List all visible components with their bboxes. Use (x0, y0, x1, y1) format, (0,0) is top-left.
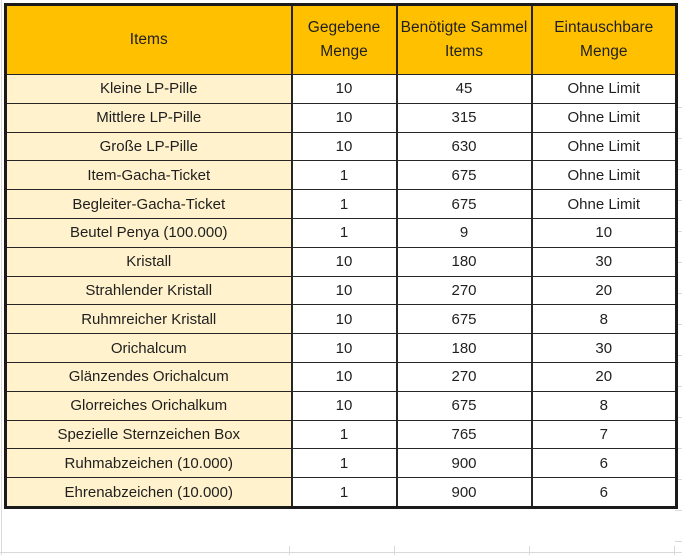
value-cell: 9 (397, 218, 532, 247)
value-cell: 675 (397, 391, 532, 420)
value-cell: 10 (292, 103, 397, 132)
value-cell: 675 (397, 305, 532, 334)
value-cell: Ohne Limit (532, 190, 677, 219)
value-cell: 630 (397, 132, 532, 161)
table-row (6, 161, 677, 190)
gridline-stub (674, 546, 675, 555)
item-name-cell: Item-Gacha-Ticket (6, 161, 292, 190)
table-row (6, 75, 677, 104)
table-row (6, 449, 677, 478)
table-row (6, 190, 677, 219)
value-cell: 270 (397, 276, 532, 305)
gridline-stub (529, 546, 530, 555)
item-name-cell: Ruhmabzeichen (10.000) (6, 449, 292, 478)
item-name-cell: Beutel Penya (100.000) (6, 218, 292, 247)
item-name-cell: Kristall (6, 247, 292, 276)
gridline-stub (0, 552, 682, 553)
item-name-cell: Orichalcum (6, 334, 292, 363)
value-cell: 10 (292, 247, 397, 276)
item-name-cell: Ehrenabzeichen (10.000) (6, 478, 292, 508)
value-cell: 10 (292, 276, 397, 305)
item-name-cell: Glorreiches Orichalkum (6, 391, 292, 420)
table-row (6, 362, 677, 391)
table-row (6, 478, 677, 508)
value-cell: 10 (292, 391, 397, 420)
gridline-stub (289, 546, 290, 555)
table-row (6, 420, 677, 449)
table-row (6, 334, 677, 363)
value-cell: 6 (532, 478, 677, 508)
header-row (6, 5, 677, 75)
column-header-needed-collect-items: Benötigte Sammel Items (397, 5, 532, 75)
value-cell: Ohne Limit (532, 103, 677, 132)
table-row (6, 391, 677, 420)
value-cell: 1 (292, 449, 397, 478)
table-row (6, 218, 677, 247)
table-row (6, 276, 677, 305)
value-cell: 270 (397, 362, 532, 391)
value-cell: 20 (532, 362, 677, 391)
item-name-cell: Große LP-Pille (6, 132, 292, 161)
value-cell: 8 (532, 305, 677, 334)
item-name-cell: Begleiter-Gacha-Ticket (6, 190, 292, 219)
value-cell: 10 (292, 334, 397, 363)
gridline-stub (1, 0, 2, 555)
column-header-items: Items (6, 5, 292, 75)
item-name-cell: Kleine LP-Pille (6, 75, 292, 104)
value-cell: 10 (532, 218, 677, 247)
table-row (6, 132, 677, 161)
value-cell: 20 (532, 276, 677, 305)
value-cell: 7 (532, 420, 677, 449)
value-cell: Ohne Limit (532, 161, 677, 190)
value-cell: 180 (397, 247, 532, 276)
value-cell: 315 (397, 103, 532, 132)
table-body (6, 75, 677, 508)
value-cell: 675 (397, 161, 532, 190)
value-cell: 45 (397, 75, 532, 104)
value-cell: Ohne Limit (532, 75, 677, 104)
value-cell: 10 (292, 305, 397, 334)
value-cell: 30 (532, 247, 677, 276)
table-header (6, 5, 677, 75)
value-cell: 1 (292, 190, 397, 219)
gridline-stub (394, 546, 395, 555)
value-cell: 30 (532, 334, 677, 363)
item-exchange-table (4, 3, 678, 509)
column-header-given-amount: Gegebene Menge (292, 5, 397, 75)
value-cell: 10 (292, 75, 397, 104)
value-cell: 180 (397, 334, 532, 363)
item-name-cell: Glänzendes Orichalcum (6, 362, 292, 391)
value-cell: 900 (397, 478, 532, 508)
value-cell: 1 (292, 478, 397, 508)
item-name-cell: Ruhmreicher Kristall (6, 305, 292, 334)
value-cell: 1 (292, 161, 397, 190)
value-cell: 675 (397, 190, 532, 219)
value-cell: 6 (532, 449, 677, 478)
table-row (6, 247, 677, 276)
value-cell: 1 (292, 218, 397, 247)
table-row (6, 103, 677, 132)
table-row (6, 305, 677, 334)
value-cell: Ohne Limit (532, 132, 677, 161)
item-name-cell: Mittlere LP-Pille (6, 103, 292, 132)
item-name-cell: Strahlender Kristall (6, 276, 292, 305)
value-cell: 1 (292, 420, 397, 449)
value-cell: 10 (292, 132, 397, 161)
value-cell: 765 (397, 420, 532, 449)
value-cell: 8 (532, 391, 677, 420)
item-name-cell: Spezielle Sternzeichen Box (6, 420, 292, 449)
value-cell: 10 (292, 362, 397, 391)
column-header-exchangeable-amount: Eintauschbare Menge (532, 5, 677, 75)
value-cell: 900 (397, 449, 532, 478)
